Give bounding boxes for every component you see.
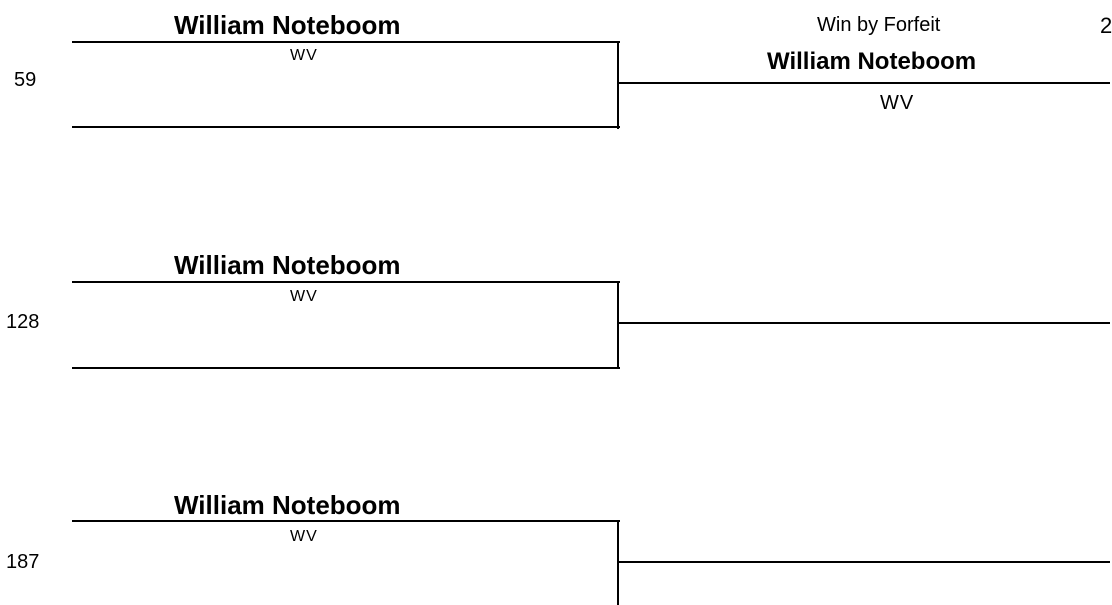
bracket-top-line (72, 281, 620, 283)
bout-number: 128 (6, 311, 40, 333)
bout-number: 59 (14, 69, 37, 91)
team-label: WV (290, 47, 318, 64)
bracket-connector (617, 41, 619, 129)
winner-name: William Noteboom (767, 48, 977, 75)
advance-line (619, 561, 1110, 563)
winner-team: WV (880, 92, 915, 114)
team-label: WV (290, 288, 318, 305)
bracket-bottom-line (72, 367, 620, 369)
bracket-top-line (72, 520, 620, 522)
bracket-top-line (72, 41, 620, 43)
team-label: WV (290, 528, 318, 545)
wrestler-name: William Noteboom (174, 250, 401, 280)
advance-line (619, 82, 1110, 84)
match-result: Win by Forfeit (817, 14, 941, 36)
advance-line (619, 322, 1110, 324)
bracket-connector (617, 281, 619, 369)
bracket-bottom-line (72, 126, 620, 128)
wrestler-name: William Noteboom (174, 490, 401, 520)
wrestler-name: William Noteboom (174, 10, 401, 40)
match-number: 2 (1100, 13, 1112, 38)
bout-number: 187 (6, 551, 40, 573)
